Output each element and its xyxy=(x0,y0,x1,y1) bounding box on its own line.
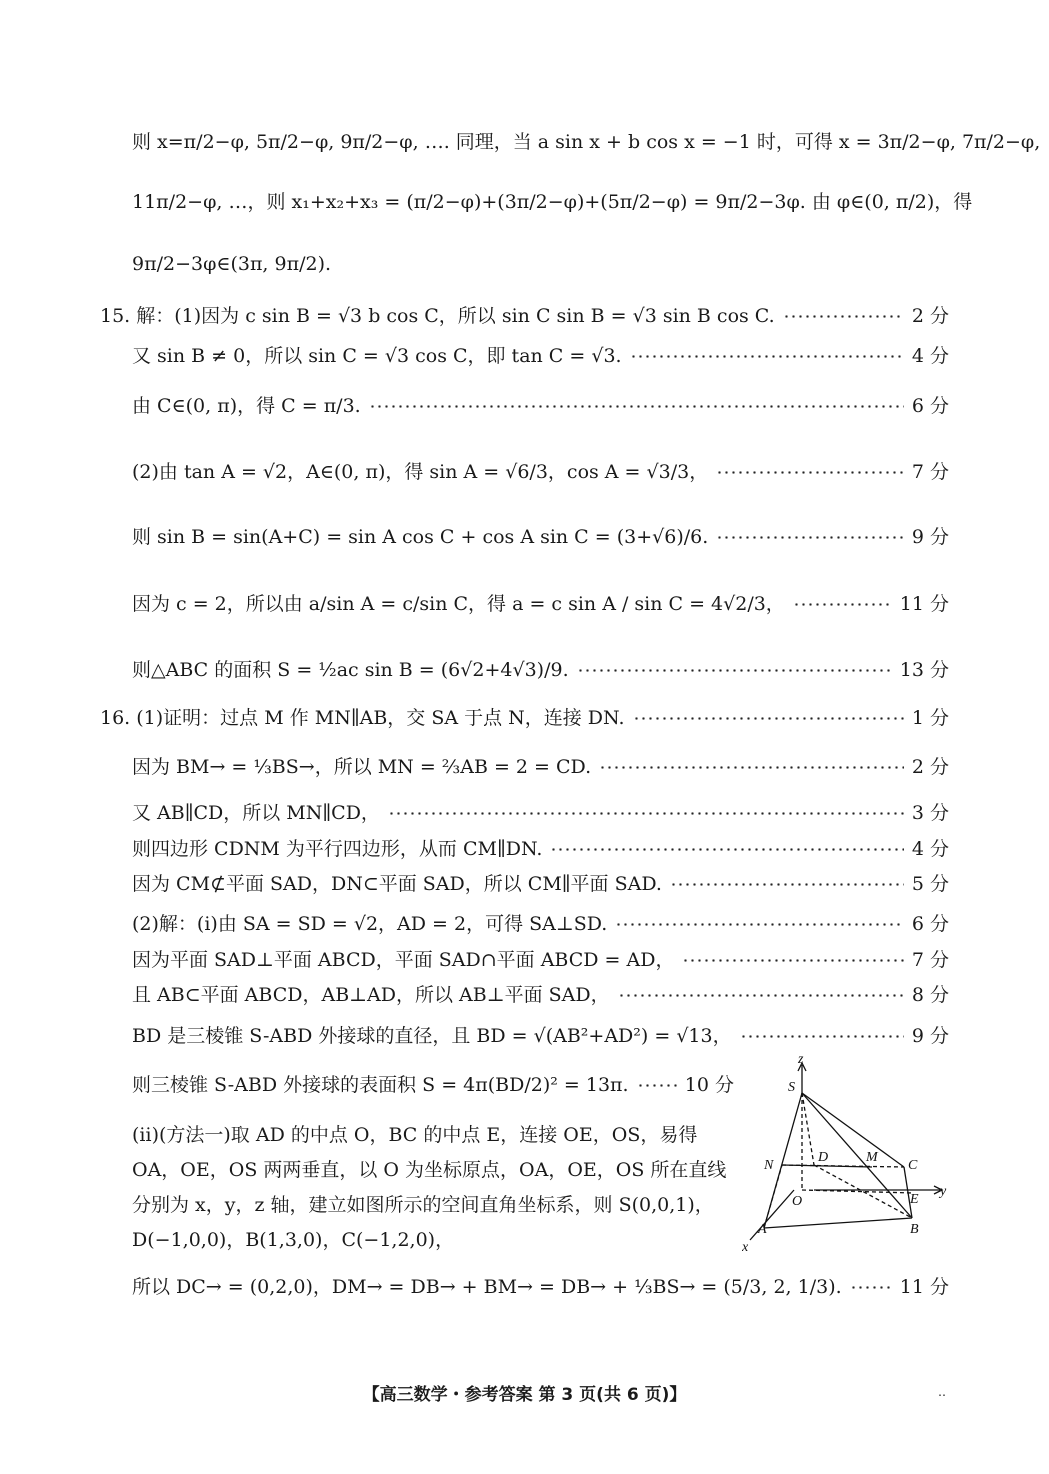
pyramid-coordinate-figure xyxy=(742,1055,952,1255)
label-A: A xyxy=(758,1222,767,1237)
score: 5 分 xyxy=(911,873,949,895)
score: 4 分 xyxy=(911,345,949,367)
label-x: x xyxy=(742,1240,749,1255)
q16-row-5: 因为 CM⊄平面 SAD，DN⊂平面 SAD，所以 CM∥平面 SAD. 5 分 xyxy=(132,873,949,895)
score: 13 分 xyxy=(899,659,949,681)
score: 9 分 xyxy=(911,526,949,548)
q16-row-10: 则三棱锥 S-ABD 外接球的表面积 S = 4π(BD/2)² = 13π. 10 分 xyxy=(132,1074,734,1096)
label-N: N xyxy=(764,1158,774,1173)
score: 8 分 xyxy=(911,984,949,1006)
q16-row-8: 且 AB⊂平面 ABCD，AB⊥AD，所以 AB⊥平面 SAD， 8 分 xyxy=(132,984,949,1006)
score: 2 分 xyxy=(911,756,949,778)
score: 4 分 xyxy=(911,838,949,860)
score: 6 分 xyxy=(911,913,949,935)
q16-row-6: (2)解：(ⅰ)由 SA = SD = √2，AD = 2，可得 SA⊥SD. 6 分 xyxy=(132,913,949,935)
q16-row-4: 则四边形 CDNM 为平行四边形，从而 CM∥DN. 4 分 xyxy=(132,838,949,860)
q14-line-2: 11π/2−φ, …，则 x₁+x₂+x₃ = (π/2−φ)+(3π/2−φ)+(5π/2−φ) = 9π/2−3φ. 由 φ∈(0, π/2)，得 xyxy=(132,191,973,213)
label-M: M xyxy=(866,1150,878,1165)
q15-row-4: (2)由 tan A = √2，A∈(0, π)，得 sin A = √6/3，cos A = √3/3， 7 分 xyxy=(132,461,949,483)
q16-row-2: 因为 BM→ = ⅓BS→，所以 MN = ⅔AB = 2 = CD. 2 分 xyxy=(132,756,949,778)
q15-row-2: 又 sin B ≠ 0，所以 sin C = √3 cos C，即 tan C = √3. 4 分 xyxy=(132,345,949,367)
page-footer: 【高三数学・参考答案 第 3 页(共 6 页)】 xyxy=(362,1385,687,1405)
score: 11 分 xyxy=(899,1276,949,1298)
q15-row-3: 由 C∈(0, π)，得 C = π/3. 6 分 xyxy=(132,395,949,417)
label-B: B xyxy=(910,1222,919,1237)
q15-row-7: 则△ABC 的面积 S = ½ac sin B = (6√2+4√3)/9. 13 分 xyxy=(132,659,949,681)
label-C: C xyxy=(908,1158,918,1173)
q15-row-6: 因为 c = 2，所以由 a/sin A = c/sin C，得 a = c sin A / sin C = 4√2/3， 11 分 xyxy=(132,593,949,615)
label-y: y xyxy=(940,1184,947,1199)
q16-row-9: BD 是三棱锥 S-ABD 外接球的直径，且 BD = √(AB²+AD²) = √13， 9 分 xyxy=(132,1025,949,1047)
score: 7 分 xyxy=(911,949,949,971)
score: 2 分 xyxy=(911,305,949,327)
corner-mark: ‥ xyxy=(938,1385,947,1399)
label-O: O xyxy=(792,1194,803,1209)
score: 3 分 xyxy=(911,802,949,824)
score: 7 分 xyxy=(911,461,949,483)
label-S: S xyxy=(788,1080,795,1095)
q16-row-1: 16. (1)证明：过点 M 作 MN∥AB，交 SA 于点 N，连接 DN. 1 分 xyxy=(100,707,949,729)
score: 6 分 xyxy=(911,395,949,417)
q16-method-paragraph: (ⅱ)(方法一)取 AD 的中点 O，BC 的中点 E，连接 OE，OS，易得 OA，OE，OS 两两垂直，以 O 为坐标原点，OA，OE，OS 所在直线分别为 x，y，z 轴，建立如图所示的空间直角坐标系，则 S(0,0,1)，D(−1,0,0)，B(1,3,0)，C(−1,2,0)， xyxy=(132,1124,727,1251)
q16-row-7: 因为平面 SAD⊥平面 ABCD，平面 SAD∩平面 ABCD = AD， 7 分 xyxy=(132,949,949,971)
score: 1 分 xyxy=(911,707,949,729)
score: 10 分 xyxy=(684,1074,734,1096)
q15-row-5: 则 sin B = sin(A+C) = sin A cos C + cos A sin C = (3+√6)/6. 9 分 xyxy=(132,526,949,548)
q14-line-1: 则 x=π/2−φ, 5π/2−φ, 9π/2−φ, …. 同理，当 a sin x + b cos x = −1 时，可得 x = 3π/2−φ, 7π/2−φ, xyxy=(132,131,1041,153)
q16-row-3: 又 AB∥CD，所以 MN∥CD， 3 分 xyxy=(132,802,949,824)
q14-line-3: 9π/2−3φ∈(3π, 9π/2). xyxy=(132,253,332,275)
label-E: E xyxy=(910,1192,919,1207)
q16-row-11: 所以 DC→ = (0,2,0)，DM→ = DB→ + BM→ = DB→ + ⅓BS→ = (5/3, 2, 1/3). 11 分 xyxy=(132,1276,949,1298)
label-z: z xyxy=(798,1055,804,1067)
q15-row-1: 15. 解：(1)因为 c sin B = √3 b cos C，所以 sin C sin B = √3 sin B cos C. 2 分 xyxy=(100,305,949,327)
score: 11 分 xyxy=(899,593,949,615)
score: 9 分 xyxy=(911,1025,949,1047)
label-D: D xyxy=(818,1150,829,1165)
